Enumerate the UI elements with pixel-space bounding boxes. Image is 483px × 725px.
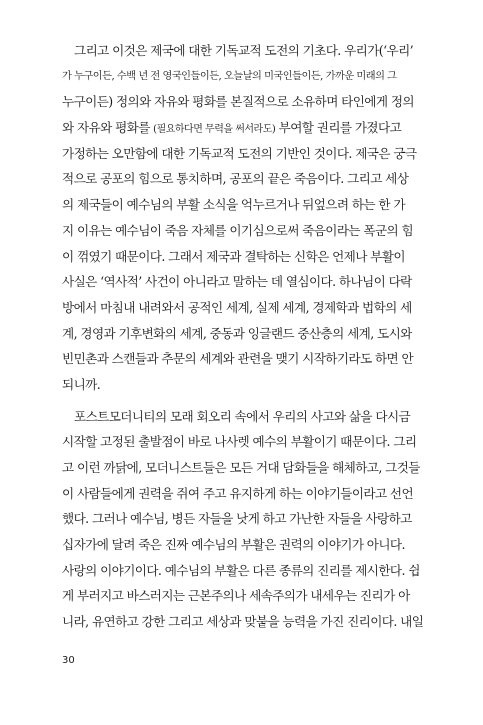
text-line: 했다. 그러나 예수님, 병든 자들을 낫게 하고 가난한 자들을 사랑하고 bbox=[62, 511, 412, 527]
text-line: 누구이든) 정의와 자유와 평화를 본질적으로 소유하며 타인에게 정의 bbox=[62, 94, 414, 110]
page-number: 30 bbox=[62, 655, 75, 666]
text-line: 가정하는 오만함에 대한 기독교적 도전의 기반인 것이다. 제국은 궁극 bbox=[62, 145, 417, 161]
text-line: 지 이유는 예수님이 죽음 자체를 이기심으로써 죽음이라는 폭군의 힘 bbox=[62, 222, 414, 238]
body-text bbox=[62, 38, 428, 635]
text-line: 니라, 유연하고 강한 그리고 세상과 맞붙을 능력을 가진 진리이다. 내일 bbox=[62, 614, 424, 630]
text-line: 포스트모더니티의 모래 회오리 속에서 우리의 사고와 삶을 다시금 bbox=[74, 408, 411, 424]
text-line: 이 꺾였기 때문이다. 그래서 제국과 결탁하는 신학은 언제나 부활이 bbox=[62, 248, 405, 264]
text-fragment: 부여할 권리를 가졌다고 bbox=[275, 120, 402, 136]
text-fragment-aside: (필요하다면 무력을 써서라도) bbox=[153, 124, 276, 136]
text-line: 사랑의 이야기이다. 예수님의 부활은 다른 종류의 진리를 제시한다. 쉽 bbox=[62, 562, 420, 578]
text-line: 이 사람들에게 권력을 쥐여 주고 유지하게 하는 이야기들이라고 선언 bbox=[62, 485, 414, 501]
text-line: 시작할 고정된 출발점이 바로 나사렛 예수의 부활이기 때문이다. 그리 bbox=[62, 434, 417, 450]
text-line: 의 제국들이 예수님의 부활 소식을 억누르거나 뒤엎으려 하는 한 가 bbox=[62, 197, 405, 213]
text-line: 그리고 이것은 제국에 대한 기독교적 도전의 기초다. 우리가(‘우리’ bbox=[74, 43, 414, 58]
text-line-aside: 가 누구이든, 수백 년 전 영국인들이든, 오늘날의 미국인들이든, 가까운 미래의 그 bbox=[62, 70, 397, 82]
text-line: 방에서 마침내 내려와서 공적인 세계, 실제 세계, 경제학과 법학의 세 bbox=[62, 299, 412, 315]
text-fragment: 와 자유와 평화를 bbox=[62, 120, 154, 136]
text-line: 적으로 공포의 힘으로 통치하며, 공포의 끝은 죽음이다. 그리고 세상 bbox=[62, 171, 409, 187]
text-line: 계, 경영과 기후변화의 세계, 중동과 잉글랜드 중산층의 세계, 도시와 bbox=[62, 325, 412, 341]
text-line: 빈민촌과 스캔들과 추문의 세계와 관련을 맺기 시작하기라도 하면 안 bbox=[62, 351, 414, 367]
text-line: 게 부러지고 바스러지는 근본주의나 세속주의가 내세우는 진리가 아 bbox=[62, 588, 410, 604]
text-line: 사실은 ‘역사적’ 사건이 아니라고 말하는 데 열심이다. 하나님이 다락 bbox=[62, 274, 412, 290]
text-line: 고 이런 까닭에, 모더니스트들은 모든 거대 담화들을 해체하고, 그것들 bbox=[62, 460, 420, 475]
text-line: 되니까. bbox=[62, 376, 101, 392]
text-line bbox=[62, 115, 428, 141]
text-line: 십자가에 달려 죽은 진짜 예수님의 부활은 권력의 이야기가 아니다. bbox=[62, 537, 405, 553]
